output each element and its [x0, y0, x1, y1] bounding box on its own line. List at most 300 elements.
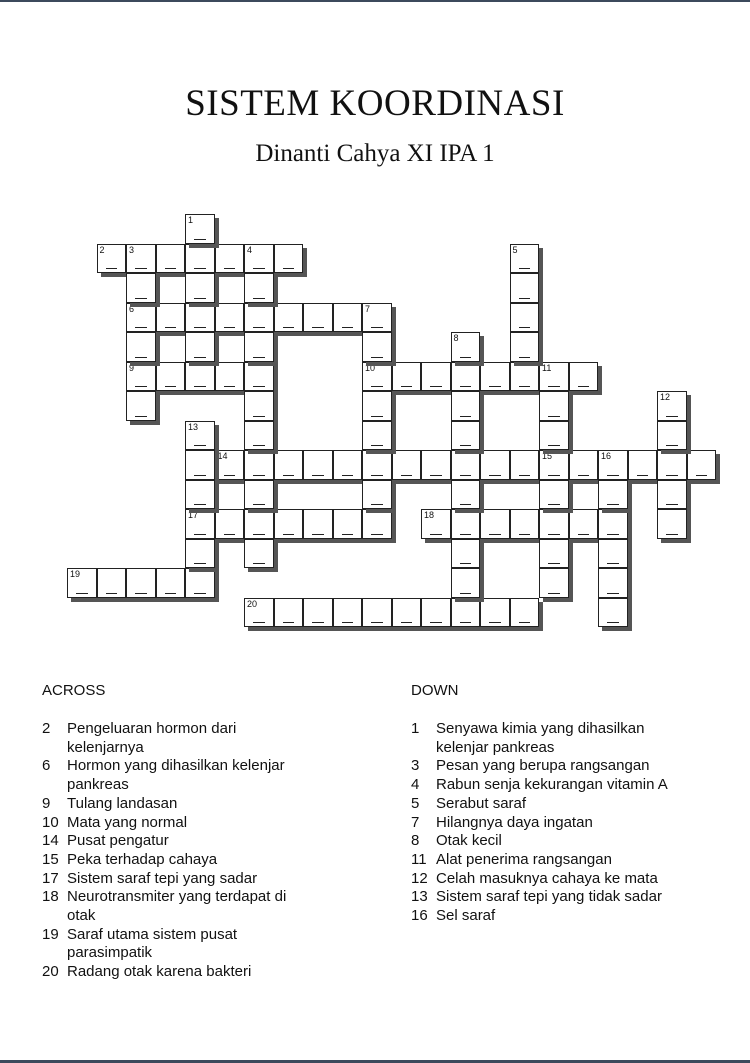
- grid-cell[interactable]: [657, 421, 687, 451]
- grid-cell[interactable]: [539, 539, 569, 569]
- grid-cell[interactable]: [480, 362, 510, 392]
- answer-line: [548, 504, 560, 505]
- answer-line: [548, 445, 560, 446]
- answer-line: [696, 475, 708, 476]
- grid-cell[interactable]: [569, 450, 599, 480]
- answer-line: [312, 622, 324, 623]
- grid-cell[interactable]: [598, 509, 628, 539]
- down-clue-4: [411, 776, 686, 795]
- grid-cell[interactable]: [185, 273, 215, 303]
- grid-cell[interactable]: [362, 480, 392, 510]
- grid-cell[interactable]: [598, 568, 628, 598]
- cell-number: 6: [129, 303, 135, 314]
- answer-line: [371, 386, 383, 387]
- clue-number: 9: [42, 794, 51, 812]
- grid-cell[interactable]: [185, 568, 215, 598]
- grid-cell[interactable]: [185, 244, 215, 274]
- grid-cell[interactable]: [126, 273, 156, 303]
- cell-number: 7: [365, 303, 371, 314]
- answer-line: [283, 622, 295, 623]
- clue-number: 8: [411, 832, 420, 850]
- grid-cell[interactable]: [657, 480, 687, 510]
- grid-cell[interactable]: [67, 568, 97, 598]
- answer-line: [519, 327, 531, 328]
- down-clue-1: [411, 720, 686, 757]
- answer-line: [371, 445, 383, 446]
- down-clue-16: [411, 907, 686, 926]
- grid-cell[interactable]: [97, 568, 127, 598]
- answer-line: [548, 534, 560, 535]
- grid-cell[interactable]: [510, 244, 540, 274]
- answer-line: [607, 593, 619, 594]
- grid-cell[interactable]: [244, 480, 274, 510]
- grid-cell[interactable]: [687, 450, 717, 480]
- answer-line: [460, 504, 472, 505]
- grid-cell[interactable]: [185, 421, 215, 451]
- answer-line: [224, 534, 236, 535]
- cell-number: 20: [247, 598, 258, 609]
- grid-cell[interactable]: [244, 450, 274, 480]
- grid-cell[interactable]: [451, 450, 481, 480]
- grid-cell[interactable]: [126, 244, 156, 274]
- grid-cell[interactable]: [451, 598, 481, 628]
- grid-cell[interactable]: [126, 391, 156, 421]
- across-clue-10: [42, 814, 300, 833]
- answer-line: [371, 416, 383, 417]
- grid-cell[interactable]: [303, 598, 333, 628]
- clue-text: Sel saraf: [436, 907, 496, 925]
- grid-cell[interactable]: [510, 303, 540, 333]
- grid-cell[interactable]: [598, 450, 628, 480]
- answer-line: [194, 445, 206, 446]
- down-clue-8: [411, 832, 686, 851]
- cell-number: 11: [542, 362, 552, 373]
- grid-cell[interactable]: [510, 332, 540, 362]
- across-clue-14: [42, 832, 300, 851]
- answer-line: [519, 475, 531, 476]
- answer-line: [135, 327, 147, 328]
- cell-number: 8: [453, 333, 459, 343]
- grid-cell[interactable]: [539, 391, 569, 421]
- answer-line: [519, 268, 531, 269]
- answer-line: [165, 386, 177, 387]
- grid-cell[interactable]: [539, 362, 569, 392]
- grid-cell[interactable]: [274, 598, 304, 628]
- clue-number: 12: [411, 869, 428, 887]
- cell-number: 12: [660, 392, 671, 402]
- answer-line: [135, 386, 147, 387]
- grid-cell[interactable]: [185, 362, 215, 392]
- answer-line: [460, 416, 472, 417]
- answer-line: [224, 475, 236, 476]
- clue-number: 15: [42, 850, 59, 868]
- grid-cell[interactable]: [421, 450, 451, 480]
- grid-cell[interactable]: [451, 568, 481, 598]
- grid-cell[interactable]: [451, 421, 481, 451]
- grid-cell[interactable]: [539, 450, 569, 480]
- cell-number: 13: [188, 421, 199, 432]
- clue-text: Radang otak karena bakteri: [67, 963, 252, 981]
- answer-line: [194, 239, 206, 240]
- answer-line: [489, 622, 501, 623]
- clue-number: 18: [42, 888, 59, 906]
- grid-cell[interactable]: [392, 598, 422, 628]
- down-clue-5: [411, 795, 686, 814]
- grid-cell[interactable]: [539, 509, 569, 539]
- clue-text: Rabun senja kekurangan vitamin A: [436, 776, 668, 794]
- answer-line: [666, 504, 678, 505]
- answer-line: [666, 416, 678, 417]
- clue-text: Senyawa kimia yang dihasilkan kelenjar pankreas: [436, 720, 645, 756]
- grid-cell[interactable]: [97, 244, 127, 274]
- answer-line: [312, 475, 324, 476]
- grid-cell[interactable]: [185, 539, 215, 569]
- grid-cell[interactable]: [392, 362, 422, 392]
- clue-number: 7: [411, 813, 420, 831]
- grid-cell[interactable]: [362, 303, 392, 333]
- clue-text: Tulang landasan: [67, 794, 178, 812]
- answer-line: [430, 475, 442, 476]
- answer-line: [460, 593, 472, 594]
- answer-line: [224, 386, 236, 387]
- answer-line: [224, 268, 236, 269]
- grid-cell[interactable]: [215, 244, 245, 274]
- answer-line: [253, 327, 265, 328]
- grid-cell[interactable]: [244, 273, 274, 303]
- grid-cell[interactable]: [126, 303, 156, 333]
- grid-cell[interactable]: [598, 598, 628, 628]
- clue-text: Otak kecil: [436, 832, 502, 850]
- across-clue-18: [42, 888, 300, 925]
- answer-line: [194, 504, 206, 505]
- answer-line: [548, 593, 560, 594]
- grid-cell[interactable]: [333, 303, 363, 333]
- answer-line: [607, 563, 619, 564]
- page-subtitle: Dinanti Cahya XI IPA 1: [255, 140, 495, 167]
- clue-number: 16: [411, 907, 428, 925]
- grid-cell[interactable]: [215, 303, 245, 333]
- answer-line: [460, 475, 472, 476]
- grid-cell[interactable]: [451, 509, 481, 539]
- grid-cell[interactable]: [421, 598, 451, 628]
- grid-cell[interactable]: [657, 450, 687, 480]
- answer-line: [548, 416, 560, 417]
- grid-cell[interactable]: [362, 509, 392, 539]
- answer-line: [165, 327, 177, 328]
- grid-cell[interactable]: [480, 509, 510, 539]
- across-clue-6: [42, 757, 300, 794]
- grid-cell[interactable]: [598, 480, 628, 510]
- across-clue-19: [42, 926, 300, 963]
- across-clue-2: [42, 720, 300, 757]
- answer-line: [430, 622, 442, 623]
- answer-line: [342, 475, 354, 476]
- cell-number: 14: [217, 451, 228, 461]
- grid-cell[interactable]: [274, 450, 304, 480]
- answer-line: [430, 534, 442, 535]
- answer-line: [342, 534, 354, 535]
- grid-cell[interactable]: [539, 421, 569, 451]
- answer-line: [253, 475, 265, 476]
- answer-line: [165, 593, 177, 594]
- grid-cell[interactable]: [244, 539, 274, 569]
- answer-line: [253, 563, 265, 564]
- grid-cell[interactable]: [185, 509, 215, 539]
- grid-cell[interactable]: [657, 509, 687, 539]
- answer-line: [194, 534, 206, 535]
- grid-cell[interactable]: [657, 391, 687, 421]
- across-clue-9: [42, 795, 300, 814]
- grid-cell[interactable]: [333, 598, 363, 628]
- answer-line: [194, 386, 206, 387]
- grid-cell[interactable]: [244, 362, 274, 392]
- answer-line: [194, 475, 206, 476]
- answer-line: [519, 386, 531, 387]
- clue-text: Celah masuknya cahaya ke mata: [436, 869, 658, 887]
- clue-number: 5: [411, 794, 420, 812]
- across-clue-20: [42, 963, 300, 982]
- answer-line: [194, 593, 206, 594]
- answer-line: [548, 563, 560, 564]
- grid-cell[interactable]: [244, 303, 274, 333]
- grid-cell[interactable]: [156, 362, 186, 392]
- answer-line: [253, 386, 265, 387]
- answer-line: [371, 534, 383, 535]
- grid-cell[interactable]: [510, 509, 540, 539]
- grid-cell[interactable]: [451, 332, 481, 362]
- cell-number: 4: [247, 244, 253, 255]
- grid-cell[interactable]: [451, 539, 481, 569]
- grid-cell[interactable]: [244, 421, 274, 451]
- answer-line: [607, 534, 619, 535]
- down-clue-13: [411, 888, 686, 907]
- answer-line: [460, 622, 472, 623]
- answer-line: [135, 416, 147, 417]
- answer-line: [489, 534, 501, 535]
- grid-cell[interactable]: [539, 480, 569, 510]
- answer-line: [135, 357, 147, 358]
- grid-cell[interactable]: [156, 568, 186, 598]
- answer-line: [135, 298, 147, 299]
- answer-line: [401, 622, 413, 623]
- grid-cell[interactable]: [185, 450, 215, 480]
- cell-number: 9: [129, 362, 135, 373]
- grid-cell[interactable]: [244, 332, 274, 362]
- clue-text: Saraf utama sistem pusat parasimpatik: [67, 925, 238, 962]
- grid-cell[interactable]: [421, 362, 451, 392]
- clue-number: 11: [411, 850, 427, 868]
- grid-cell[interactable]: [392, 450, 422, 480]
- cell-number: 16: [601, 451, 612, 461]
- answer-line: [312, 327, 324, 328]
- answer-line: [460, 534, 472, 535]
- answer-line: [519, 357, 531, 358]
- answer-line: [253, 298, 265, 299]
- grid-cell[interactable]: [333, 450, 363, 480]
- cell-number: 2: [99, 244, 105, 255]
- answer-line: [106, 593, 118, 594]
- answer-line: [253, 416, 265, 417]
- grid-cell[interactable]: [451, 391, 481, 421]
- grid-cell[interactable]: [510, 362, 540, 392]
- answer-line: [519, 622, 531, 623]
- clue-number: 4: [411, 776, 420, 794]
- answer-line: [194, 268, 206, 269]
- grid-cell[interactable]: [244, 509, 274, 539]
- answer-line: [253, 504, 265, 505]
- grid-cell[interactable]: [451, 362, 481, 392]
- grid-cell[interactable]: [215, 450, 245, 480]
- answer-line: [401, 475, 413, 476]
- grid-cell[interactable]: [303, 450, 333, 480]
- answer-line: [578, 475, 590, 476]
- answer-line: [489, 475, 501, 476]
- answer-line: [342, 622, 354, 623]
- answer-line: [194, 357, 206, 358]
- cell-number: 19: [70, 569, 81, 579]
- down-clue-3: [411, 757, 686, 776]
- clue-text: Mata yang normal: [67, 813, 188, 831]
- down-clue-12: [411, 870, 686, 889]
- cell-number: 17: [188, 510, 199, 520]
- grid-cell[interactable]: [539, 568, 569, 598]
- answer-line: [194, 298, 206, 299]
- grid-cell[interactable]: [274, 509, 304, 539]
- answer-line: [666, 534, 678, 535]
- grid-cell[interactable]: [598, 539, 628, 569]
- grid-cell[interactable]: [185, 480, 215, 510]
- grid-cell[interactable]: [126, 568, 156, 598]
- grid-cell[interactable]: [480, 450, 510, 480]
- answer-line: [460, 357, 472, 358]
- grid-cell[interactable]: [510, 598, 540, 628]
- grid-cell[interactable]: [185, 214, 215, 244]
- cell-number: 15: [542, 451, 553, 461]
- answer-line: [283, 268, 295, 269]
- answer-line: [253, 445, 265, 446]
- grid-cell[interactable]: [274, 244, 304, 274]
- grid-cell[interactable]: [244, 391, 274, 421]
- grid-cell[interactable]: [510, 273, 540, 303]
- answer-line: [194, 563, 206, 564]
- answer-line: [430, 386, 442, 387]
- answer-line: [607, 504, 619, 505]
- clue-number: 10: [42, 813, 59, 831]
- clue-text: Neurotransmiter yang terdapat di otak: [67, 888, 287, 925]
- cell-number: 1: [188, 215, 194, 225]
- answer-line: [548, 386, 560, 387]
- clue-number: 6: [42, 757, 51, 775]
- answer-line: [548, 475, 560, 476]
- grid-cell[interactable]: [362, 332, 392, 362]
- down-heading: DOWN: [411, 682, 459, 699]
- answer-line: [224, 327, 236, 328]
- across-clue-15: [42, 851, 300, 870]
- across-heading: ACROSS: [42, 682, 106, 699]
- answer-line: [283, 475, 295, 476]
- clue-text: Pengeluaran hormon dari kelenjarnya: [67, 720, 237, 756]
- answer-line: [283, 327, 295, 328]
- grid-cell[interactable]: [244, 598, 274, 628]
- cell-number: 18: [424, 510, 435, 520]
- clue-text: Serabut saraf: [436, 794, 527, 812]
- answer-line: [76, 593, 88, 594]
- grid-cell[interactable]: [156, 303, 186, 333]
- answer-line: [401, 386, 413, 387]
- cell-number: 3: [129, 244, 135, 255]
- cell-number: 10: [365, 362, 376, 373]
- grid-cell[interactable]: [303, 509, 333, 539]
- grid-cell[interactable]: [333, 509, 363, 539]
- clue-number: 17: [42, 869, 59, 887]
- grid-cell[interactable]: [569, 509, 599, 539]
- answer-line: [371, 622, 383, 623]
- across-clue-17: [42, 870, 300, 889]
- answer-line: [371, 357, 383, 358]
- answer-line: [666, 445, 678, 446]
- answer-line: [519, 298, 531, 299]
- grid-cell[interactable]: [185, 303, 215, 333]
- answer-line: [460, 445, 472, 446]
- grid-cell[interactable]: [215, 509, 245, 539]
- clue-number: 1: [411, 720, 420, 737]
- grid-cell[interactable]: [569, 362, 599, 392]
- clue-number: 14: [42, 832, 59, 850]
- answer-line: [253, 534, 265, 535]
- down-clue-7: [411, 814, 686, 833]
- down-clue-list: [411, 720, 686, 926]
- grid-cell[interactable]: [185, 332, 215, 362]
- answer-line: [460, 386, 472, 387]
- answer-line: [283, 534, 295, 535]
- clue-number: 2: [42, 720, 51, 737]
- answer-line: [460, 563, 472, 564]
- clue-text: Hormon yang dihasilkan kelenjar pankreas: [67, 757, 285, 794]
- grid-cell[interactable]: [451, 480, 481, 510]
- clue-text: Sistem saraf tepi yang sadar: [67, 869, 258, 887]
- answer-line: [312, 534, 324, 535]
- grid-cell[interactable]: [362, 391, 392, 421]
- answer-line: [489, 386, 501, 387]
- grid-cell[interactable]: [362, 362, 392, 392]
- answer-line: [607, 622, 619, 623]
- grid-cell[interactable]: [156, 244, 186, 274]
- grid-cell[interactable]: [510, 450, 540, 480]
- clue-text: Sistem saraf tepi yang tidak sadar: [436, 888, 662, 906]
- grid-cell[interactable]: [421, 509, 451, 539]
- grid-cell[interactable]: [362, 421, 392, 451]
- answer-line: [135, 593, 147, 594]
- clue-text: Alat penerima rangsangan: [436, 850, 612, 868]
- grid-cell[interactable]: [126, 362, 156, 392]
- grid-cell[interactable]: [362, 598, 392, 628]
- answer-line: [607, 475, 619, 476]
- grid-cell[interactable]: [362, 450, 392, 480]
- answer-line: [342, 327, 354, 328]
- answer-line: [253, 268, 265, 269]
- grid-cell[interactable]: [126, 332, 156, 362]
- grid-cell[interactable]: [480, 598, 510, 628]
- grid-cell[interactable]: [303, 303, 333, 333]
- grid-cell[interactable]: [244, 244, 274, 274]
- answer-line: [371, 475, 383, 476]
- down-clue-11: [411, 851, 686, 870]
- answer-line: [637, 475, 649, 476]
- grid-cell[interactable]: [628, 450, 658, 480]
- clue-number: 19: [42, 925, 59, 943]
- grid-cell[interactable]: [274, 303, 304, 333]
- grid-cell[interactable]: [215, 362, 245, 392]
